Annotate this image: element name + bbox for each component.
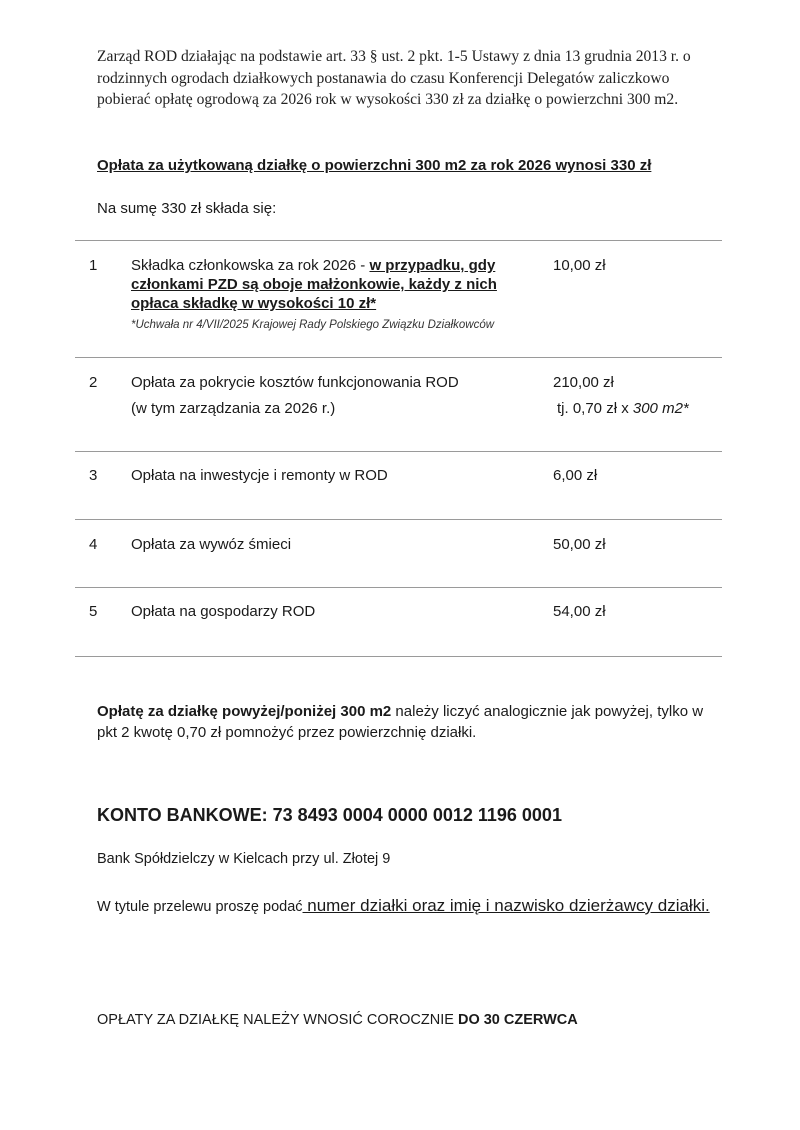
row-description-emphasis: w przypadku, gdy członkami PZD są oboje małżonkowie, każdy z nich opłaca składkę w wysokości 10 zł*: [131, 257, 497, 312]
fee-heading: Opłata za użytkowaną działkę o powierzchni 300 m2 za rok 2026 wynosi 330 zł: [97, 157, 652, 174]
row-amount: 10,00 zł: [553, 257, 606, 274]
deadline-date: DO 30 CZERWCA: [457, 1012, 578, 1028]
transfer-emphasis: numer działki oraz imię i nazwisko dzierżawcy działki.: [302, 896, 710, 915]
row-description: [131, 256, 536, 313]
transfer-text: W tytule przelewu proszę podać: [97, 899, 303, 915]
row-description: Opłata na inwestycje i remonty w ROD: [131, 467, 388, 484]
row-number: 4: [89, 536, 98, 553]
table-divider: [75, 451, 722, 452]
bank-name: Bank Spółdzielczy w Kielcach przy ul. Złotej 9: [97, 851, 391, 867]
calculation-note-emphasis: Opłatę za działkę powyżej/poniżej 300 m2: [97, 703, 392, 720]
row-amount: 6,00 zł: [553, 467, 598, 484]
row-amount: 210,00 zł: [553, 374, 614, 391]
table-divider: [75, 587, 722, 588]
calculation-note-text: należy liczyć analogicznie jak powyżej, tylko w pkt 2 kwotę 0,70 zł pomnożyć przez powierzchnię działki.: [97, 703, 704, 741]
amount-detail-italic: 300 m2*: [632, 400, 689, 417]
table-divider: [75, 519, 722, 520]
row-footnote: *Uchwała nr 4/VII/2025 Krajowej Rady Polskiego Związku Działkowców: [131, 319, 495, 331]
intro-paragraph: Zarząd ROD działając na podstawie art. 33 § ust. 2 pkt. 1-5 Ustawy z dnia 13 grudnia 2013 r. o rodzinnych ogrodach działkowych postanawia do czasu Konferencji Delegatów zaliczkowo pobierać opłatę ogrodową za 2026 rok w wysokości 330 zł za działkę o powierzchni 300 m2.: [97, 48, 691, 108]
row-number: 1: [89, 257, 98, 274]
table-divider: [75, 357, 722, 358]
transfer-instructions: [97, 895, 717, 918]
sum-intro: Na sumę 330 zł składa się:: [97, 200, 277, 217]
payment-deadline: [97, 1012, 578, 1028]
row-amount: 50,00 zł: [553, 536, 606, 553]
row-number: 3: [89, 467, 98, 484]
row-description: Opłata za wywóz śmieci: [131, 536, 292, 553]
row-description-text: Składka członkowska za rok 2026 -: [131, 257, 370, 274]
deadline-text: OPŁATY ZA DZIAŁKĘ NALEŻY WNOSIĆ COROCZNIE: [97, 1012, 458, 1028]
amount-detail-text: tj. 0,70 zł x: [557, 400, 633, 417]
row-number: 2: [89, 374, 98, 391]
row-number: 5: [89, 603, 98, 620]
table-divider: [75, 656, 722, 657]
table-divider: [75, 240, 722, 241]
row-description-line2: (w tym zarządzania za 2026 r.): [131, 400, 336, 417]
row-description: Opłata za pokrycie kosztów funkcjonowania ROD: [131, 374, 459, 391]
row-amount-detail: [557, 399, 689, 418]
row-description: Opłata na gospodarzy ROD: [131, 603, 316, 620]
bank-account-heading: KONTO BANKOWE: 73 8493 0004 0000 0012 1196 0001: [97, 805, 562, 825]
row-amount: 54,00 zł: [553, 603, 606, 620]
calculation-note: [97, 701, 717, 743]
